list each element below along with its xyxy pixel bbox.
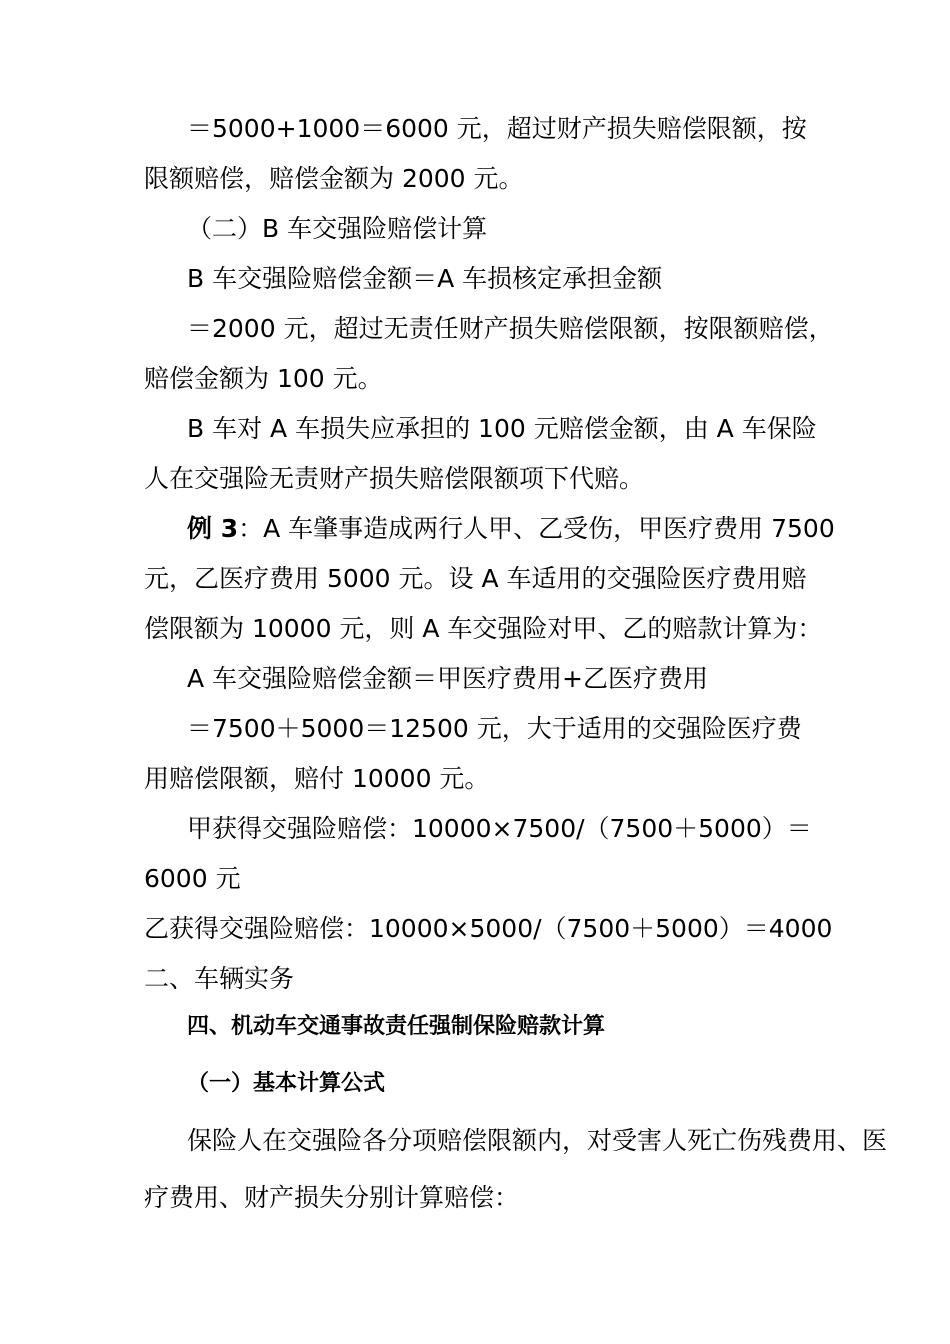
text-line: ＝2000 元，超过无责任财产损失赔偿限额，按限额赔偿， (187, 314, 834, 343)
example-line (187, 512, 835, 546)
text-line: 6000 元 (144, 864, 241, 893)
text-line: 疗费用、财产损失分别计算赔偿： (144, 1183, 520, 1212)
text-line: 甲获得交强险赔偿：10000×7500/（7500＋5000）＝ (187, 814, 812, 843)
section-heading: 二、车辆实务 (144, 964, 295, 993)
section-heading: （二）B 车交强险赔偿计算 (187, 214, 488, 243)
text-line: ＝7500＋5000＝12500 元，大于适用的交强险医疗费 (187, 714, 802, 743)
chapter-heading: 四、机动车交通事故责任强制保险赔款计算 (187, 1014, 606, 1039)
text-line: B 车交强险赔偿金额＝A 车损核定承担金额 (187, 264, 663, 293)
text-line: 限额赔偿，赔偿金额为 2000 元。 (144, 164, 524, 193)
text-line: 偿限额为 10000 元，则 A 车交强险对甲、乙的赔款计算为： (144, 614, 823, 643)
text-line: A 车交强险赔偿金额＝甲医疗费用+乙医疗费用 (187, 664, 708, 693)
text-line: 保险人在交强险各分项赔偿限额内，对受害人死亡伤残费用、医 (187, 1126, 888, 1155)
text-line: 元，乙医疗费用 5000 元。设 A 车适用的交强险医疗费用赔 (144, 564, 807, 593)
text-line: 乙获得交强险赔偿：10000×5000/（7500＋5000）＝4000 (144, 914, 833, 943)
text-line: B 车对 A 车损失应承担的 100 元赔偿金额，由 A 车保险 (187, 414, 817, 443)
example-text: ：A 车肇事造成两行人甲、乙受伤，甲医疗费用 7500 (238, 514, 835, 543)
example-label: 例 3 (187, 514, 239, 543)
text-line: 用赔偿限额，赔付 10000 元。 (144, 764, 490, 793)
text-line: 人在交强险无责财产损失赔偿限额项下代赔。 (144, 464, 645, 493)
subsection-heading: （一）基本计算公式 (187, 1071, 386, 1096)
text-line: 赔偿金额为 100 元。 (144, 364, 383, 393)
text-line: ＝5000+1000＝6000 元，超过财产损失赔偿限额，按 (187, 114, 807, 143)
